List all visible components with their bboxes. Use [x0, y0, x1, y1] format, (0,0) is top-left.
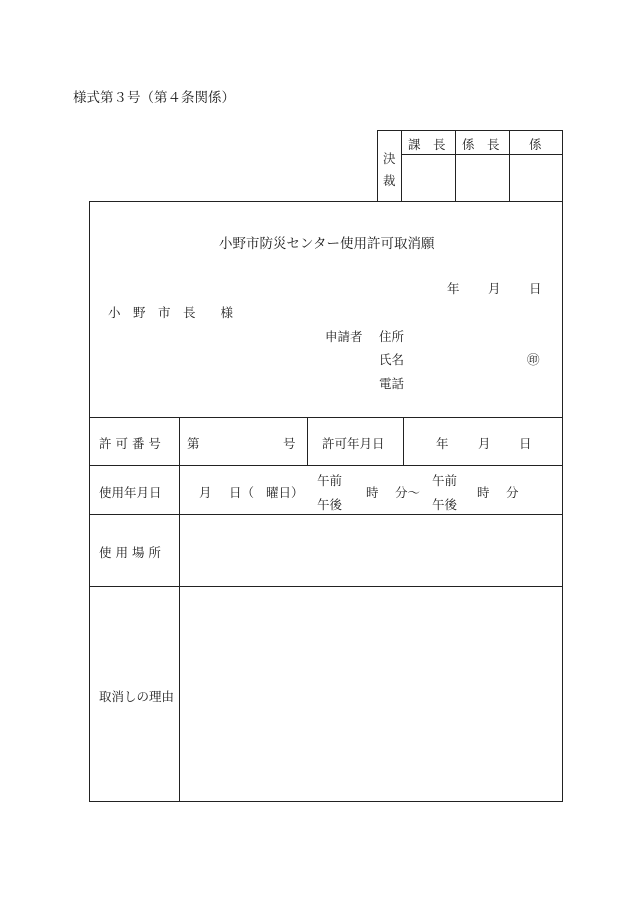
approval-col-staff: 係: [529, 137, 542, 152]
applicant-phone-label: 電話: [379, 376, 405, 391]
form-title: 小野市防災センター使用許可取消願: [219, 236, 435, 252]
usage-date-label: 使用年月日: [99, 485, 162, 500]
permit-number-suffix: 号: [283, 436, 296, 451]
cancellation-reason-field[interactable]: [181, 588, 561, 800]
permit-date-field[interactable]: [405, 430, 560, 452]
permit-number-prefix: 第: [187, 436, 200, 451]
stamp-box-subsection-chief[interactable]: [456, 155, 509, 201]
end-am-label: 午前: [432, 473, 458, 488]
approval-col-subsection-chief: 係 長: [462, 137, 500, 152]
start-am-label: 午前: [317, 473, 343, 488]
approval-label-bottom: 裁: [383, 173, 396, 188]
start-minute-label: 分～: [395, 485, 421, 500]
permit-date-day: 日: [519, 436, 532, 451]
permit-date-year: 年: [436, 436, 449, 451]
usage-place-field[interactable]: [181, 516, 561, 585]
usage-date-field[interactable]: [181, 467, 561, 513]
applicant-address-field[interactable]: [408, 324, 558, 344]
usage-weekday: 曜日）: [266, 485, 304, 500]
applicant-label: 申請者: [325, 329, 363, 344]
usage-month: 月: [199, 485, 212, 500]
start-pm-label: 午後: [317, 497, 343, 512]
end-minute-label: 分: [506, 485, 519, 500]
date-year-label: 年: [447, 281, 460, 296]
approval-label-top: 決: [383, 151, 396, 166]
stamp-box-staff[interactable]: [510, 155, 562, 201]
applicant-phone-field[interactable]: [408, 371, 558, 391]
usage-day: 日（: [229, 485, 255, 500]
form-caption: 様式第３号（第４条関係）: [73, 90, 235, 106]
end-hour-label: 時: [477, 485, 490, 500]
stamp-box-section-chief[interactable]: [402, 155, 455, 201]
applicant-address-label: 住所: [379, 329, 405, 344]
end-pm-label: 午後: [432, 497, 458, 512]
start-hour-label: 時: [366, 485, 379, 500]
date-day-label: 日: [529, 281, 542, 296]
permit-number-label: 許 可 番 号: [99, 436, 161, 451]
application-date-field[interactable]: [420, 276, 546, 296]
applicant-name-field[interactable]: [408, 347, 523, 367]
seal-mark: ㊞: [527, 352, 540, 367]
permit-date-month: 月: [478, 436, 491, 451]
permit-number-field[interactable]: [202, 430, 278, 452]
addressee: 小 野 市 長 様: [108, 305, 234, 320]
usage-place-label: 使 用 場 所: [99, 545, 161, 560]
approval-col-section-chief: 課 長: [408, 137, 446, 152]
applicant-name-label: 氏名: [379, 352, 405, 367]
permit-date-label: 許可年月日: [322, 436, 385, 451]
date-month-label: 月: [488, 281, 501, 296]
cancellation-reason-label: 取消しの理由: [99, 689, 175, 704]
